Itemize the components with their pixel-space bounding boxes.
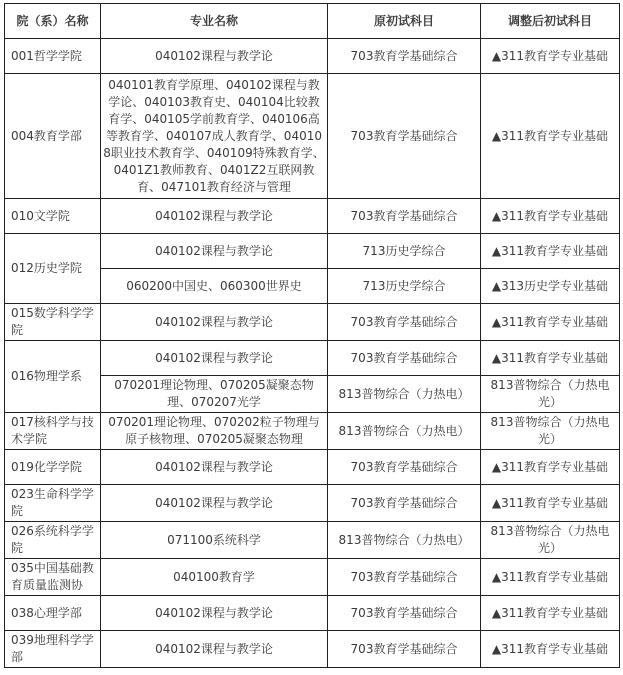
table-row bbox=[5, 341, 620, 376]
department-cell: 038心理学部 bbox=[5, 596, 101, 631]
original-subject-cell: 713历史学综合 bbox=[328, 234, 481, 269]
adjusted-subject-cell: ▲311教育学专业基础 bbox=[481, 304, 620, 341]
major-cell: 040100教育学 bbox=[101, 559, 328, 596]
header-major: 专业名称 bbox=[101, 4, 328, 39]
department-cell: 035中国基础教育质量监测协 bbox=[5, 559, 101, 596]
table-row bbox=[5, 631, 620, 668]
adjusted-subject-cell: ▲311教育学专业基础 bbox=[481, 559, 620, 596]
original-subject-cell: 703教育学基础综合 bbox=[328, 559, 481, 596]
original-subject-cell: 703教育学基础综合 bbox=[328, 631, 481, 668]
table-row bbox=[5, 450, 620, 485]
subject-adjustment-table bbox=[4, 3, 620, 668]
major-cell: 040102课程与教学论 bbox=[101, 39, 328, 74]
adjusted-subject-cell: 813普物综合（力热电光） bbox=[481, 522, 620, 559]
original-subject-cell: 703教育学基础综合 bbox=[328, 341, 481, 376]
table-row bbox=[5, 559, 620, 596]
table-row bbox=[5, 413, 620, 450]
major-cell: 040102课程与教学论 bbox=[101, 199, 328, 234]
table-row bbox=[5, 596, 620, 631]
original-subject-cell: 703教育学基础综合 bbox=[328, 39, 481, 74]
major-cell: 071100系统科学 bbox=[101, 522, 328, 559]
original-subject-cell: 703教育学基础综合 bbox=[328, 450, 481, 485]
major-cell: 040102课程与教学论 bbox=[101, 485, 328, 522]
header-adjusted-subject: 调整后初试科目 bbox=[481, 4, 620, 39]
original-subject-cell: 703教育学基础综合 bbox=[328, 74, 481, 199]
major-cell: 070201理论物理、070205凝聚态物理、070207光学 bbox=[101, 376, 328, 413]
department-cell: 026系统科学学院 bbox=[5, 522, 101, 559]
adjusted-subject-cell: ▲311教育学专业基础 bbox=[481, 596, 620, 631]
original-subject-cell: 713历史学综合 bbox=[328, 269, 481, 304]
major-cell: 040102课程与教学论 bbox=[101, 304, 328, 341]
adjusted-subject-cell: ▲311教育学专业基础 bbox=[481, 39, 620, 74]
table-row bbox=[5, 485, 620, 522]
original-subject-cell: 703教育学基础综合 bbox=[328, 596, 481, 631]
major-cell: 060200中国史、060300世界史 bbox=[101, 269, 328, 304]
major-cell: 040101教育学原理、040102课程与教学论、040103教育史、040104比较教育学、040105学前教育学、040106高等教育学、040107成人教育学、040108职业技术教育学、040109特殊教育学、0401Z1教师教育、0401Z2互联网教育、047101教育经济与管理 bbox=[101, 74, 328, 199]
original-subject-cell: 703教育学基础综合 bbox=[328, 485, 481, 522]
department-cell: 019化学学院 bbox=[5, 450, 101, 485]
adjusted-subject-cell: ▲311教育学专业基础 bbox=[481, 199, 620, 234]
department-cell: 023生命科学学院 bbox=[5, 485, 101, 522]
major-cell: 040102课程与教学论 bbox=[101, 450, 328, 485]
table-row bbox=[5, 304, 620, 341]
original-subject-cell: 813普物综合（力热电） bbox=[328, 413, 481, 450]
adjusted-subject-cell: ▲311教育学专业基础 bbox=[481, 631, 620, 668]
table-row bbox=[5, 39, 620, 74]
major-cell: 040102课程与教学论 bbox=[101, 234, 328, 269]
department-cell: 010文学院 bbox=[5, 199, 101, 234]
table-row bbox=[5, 522, 620, 559]
department-cell: 017核科学与技术学院 bbox=[5, 413, 101, 450]
subject-adjustment-table-container bbox=[4, 3, 619, 668]
table-row bbox=[5, 199, 620, 234]
major-cell: 070201理论物理、070202粒子物理与原子核物理、070205凝聚态物理 bbox=[101, 413, 328, 450]
adjusted-subject-cell: ▲313历史学专业基础 bbox=[481, 269, 620, 304]
department-cell: 015数学科学学院 bbox=[5, 304, 101, 341]
original-subject-cell: 813普物综合（力热电） bbox=[328, 376, 481, 413]
adjusted-subject-cell: ▲311教育学专业基础 bbox=[481, 341, 620, 376]
adjusted-subject-cell: ▲311教育学专业基础 bbox=[481, 485, 620, 522]
adjusted-subject-cell: 813普物综合（力热电光） bbox=[481, 413, 620, 450]
adjusted-subject-cell: ▲311教育学专业基础 bbox=[481, 234, 620, 269]
department-cell: 001哲学学院 bbox=[5, 39, 101, 74]
header-original-subject: 原初试科目 bbox=[328, 4, 481, 39]
department-cell: 039地理科学学部 bbox=[5, 631, 101, 668]
major-cell: 040102课程与教学论 bbox=[101, 341, 328, 376]
original-subject-cell: 813普物综合（力热电） bbox=[328, 522, 481, 559]
header-department: 院（系）名称 bbox=[5, 4, 101, 39]
adjusted-subject-cell: ▲311教育学专业基础 bbox=[481, 450, 620, 485]
adjusted-subject-cell: 813普物综合（力热电光） bbox=[481, 376, 620, 413]
table-header-row bbox=[5, 4, 620, 39]
adjusted-subject-cell: ▲311教育学专业基础 bbox=[481, 74, 620, 199]
table-row bbox=[5, 234, 620, 269]
major-cell: 040102课程与教学论 bbox=[101, 631, 328, 668]
table-row bbox=[5, 74, 620, 199]
department-cell: 004教育学部 bbox=[5, 74, 101, 199]
original-subject-cell: 703教育学基础综合 bbox=[328, 304, 481, 341]
department-cell: 016物理学系 bbox=[5, 341, 101, 413]
original-subject-cell: 703教育学基础综合 bbox=[328, 199, 481, 234]
major-cell: 040102课程与教学论 bbox=[101, 596, 328, 631]
department-cell: 012历史学院 bbox=[5, 234, 101, 304]
